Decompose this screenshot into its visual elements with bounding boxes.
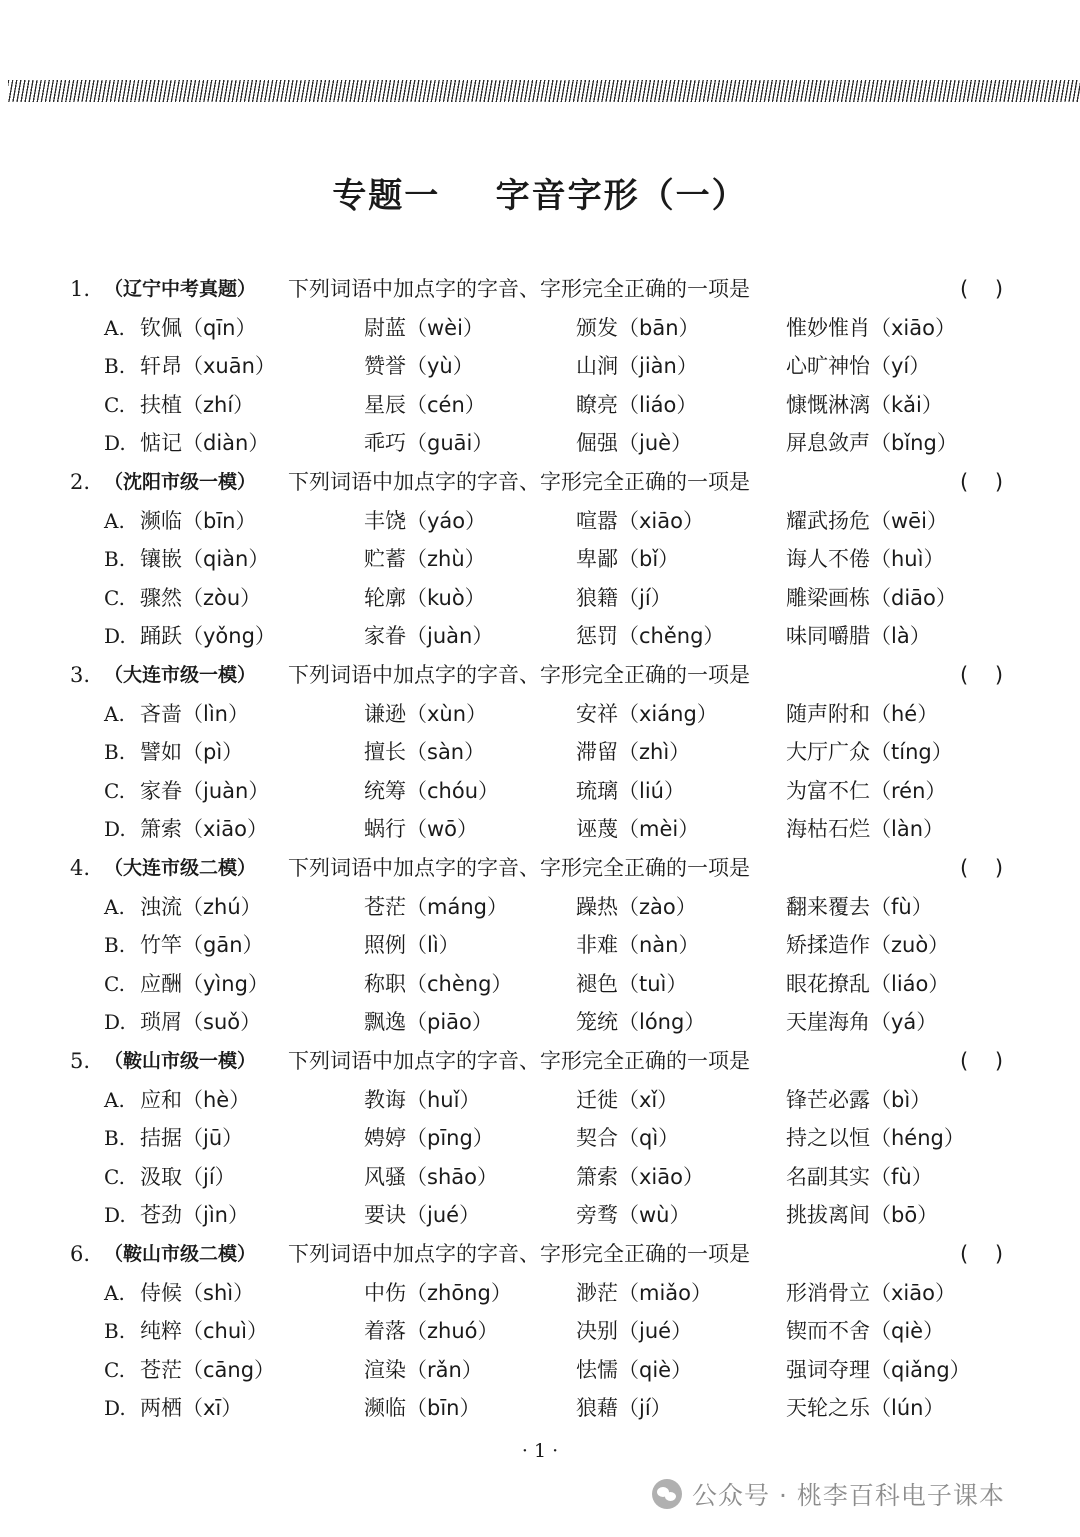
question-source: （辽宁中考真题） [104,278,257,300]
answer-blank: ( ) [960,663,1004,687]
word-item: 渲染（rǎn） [364,1357,483,1382]
option-letter: C. [104,971,125,996]
word-item: 镶嵌（qiàn） [140,547,270,572]
word-item: 雕梁画栋（diāo） [786,585,957,610]
option-letter: A. [104,1087,125,1112]
option-row [0,1003,1080,1041]
word-item: 竹竿（gān） [140,933,264,958]
word-item: 诲人不倦（huì） [786,547,945,572]
question-number: 3. [70,663,91,687]
word-item: 娉婷（pīng） [364,1126,494,1151]
word-item: 狼籍（jí） [576,585,672,610]
question-header [0,1235,1080,1273]
word-item: 丰饶（yáo） [364,508,487,533]
option-letter: C. [104,778,125,803]
question-source: （大连市级一模） [104,664,257,686]
word-item: 侍候（shì） [140,1280,255,1305]
word-item: 贮蓄（zhù） [364,547,486,572]
word-item: 天轮之乐（lún） [786,1396,945,1421]
option-row [0,347,1080,385]
word-item: 照例（lì） [364,933,460,958]
question-number: 1. [70,277,91,301]
word-item: 慷慨淋漓（kǎi） [786,392,943,417]
question-header [0,463,1080,501]
question-header [0,270,1080,308]
answer-blank: ( ) [960,1242,1004,1266]
word-item: 渺茫（miǎo） [576,1280,713,1305]
option-row [0,1119,1080,1157]
option-row [0,424,1080,462]
word-item: 箫索（xiāo） [576,1164,704,1189]
word-item: 琐屑（suǒ） [140,1010,262,1035]
word-item: 喧嚣（xiāo） [576,508,704,533]
option-letter: B. [104,354,126,379]
word-item: 譬如（pì） [140,740,244,765]
word-item: 赞誉（yù） [364,354,474,379]
word-item: 强词夺理（qiǎng） [786,1357,971,1382]
watermark-text: 公众号 · 桃李百科电子课本 [692,1481,1005,1510]
option-row [0,772,1080,810]
word-item: 眼花撩乱（liáo） [786,971,950,996]
answer-blank: ( ) [960,1049,1004,1073]
option-letter: D. [104,1203,126,1228]
word-item: 中伤（zhōng） [364,1280,512,1305]
word-item: 诬蔑（mèi） [576,817,700,842]
question-stem: 下列词语中加点字的字音、字形完全正确的一项是 [288,856,750,880]
word-item: 擅长（sàn） [364,740,486,765]
question-source: （大连市级二模） [104,857,257,879]
word-item: 褪色（tuì） [576,971,688,996]
question-source: （沈阳市级一模） [104,471,257,493]
question-stem: 下列词语中加点字的字音、字形完全正确的一项是 [288,1242,750,1266]
word-item: 骤然（zòu） [140,585,262,610]
word-item: 卑鄙（bǐ） [576,547,680,572]
option-row [0,733,1080,771]
word-item: 怯懦（qiè） [576,1357,693,1382]
word-item: 应酬（yìng） [140,971,269,996]
word-item: 随声附和（hé） [786,701,939,726]
word-item: 家眷（juàn） [140,778,270,803]
option-letter: A. [104,508,125,533]
word-item: 躁热（zào） [576,894,697,919]
word-item: 形消骨立（xiāo） [786,1280,956,1305]
word-item: 风骚（shāo） [364,1164,498,1189]
word-item: 惦记（diàn） [140,431,270,456]
word-item: 颁发（bān） [576,315,700,340]
word-item: 持之以恒（héng） [786,1126,965,1151]
word-item: 屏息敛声（bǐng） [786,431,958,456]
word-item: 统筹（chóu） [364,778,500,803]
header-hatch-band [8,80,1080,102]
question-number: 2. [70,470,91,494]
word-item: 踊跃（yǒng） [140,624,276,649]
option-letter: D. [104,1010,126,1035]
word-item: 味同嚼腊（là） [786,624,931,649]
option-letter: C. [104,585,125,610]
word-item: 称职（chèng） [364,971,513,996]
word-item: 着落（zhuó） [364,1319,499,1344]
option-letter: C. [104,392,125,417]
word-item: 纯粹（chuì） [140,1319,268,1344]
word-item: 迁徙（xǐ） [576,1087,679,1112]
word-item: 大厅广众（tíng） [786,740,953,765]
option-row [0,386,1080,424]
word-item: 苍茫（cāng） [140,1357,276,1382]
word-item: 山涧（jiàn） [576,354,698,379]
option-row [0,309,1080,347]
question-source: （鞍山市级一模） [104,1050,257,1072]
question-stem: 下列词语中加点字的字音、字形完全正确的一项是 [288,663,750,687]
word-item: 濒临（bīn） [140,508,257,533]
option-letter: B. [104,1126,126,1151]
question-header [0,849,1080,887]
word-item: 苍茫（máng） [364,894,508,919]
word-item: 契合（qì） [576,1126,680,1151]
word-item: 安祥（xiáng） [576,701,718,726]
word-item: 倔强（juè） [576,431,693,456]
question-stem: 下列词语中加点字的字音、字形完全正确的一项是 [288,277,750,301]
option-letter: B. [104,1319,126,1344]
word-item: 决别（jué） [576,1319,693,1344]
word-item: 乖巧（guāi） [364,431,494,456]
answer-blank: ( ) [960,277,1004,301]
word-item: 箫索（xiāo） [140,817,268,842]
word-item: 拮据（jū） [140,1126,244,1151]
watermark [652,1476,1005,1512]
option-row [0,1274,1080,1312]
word-item: 海枯石烂（làn） [786,817,945,842]
question-number: 4. [70,856,91,880]
page-number: · 1 · [521,1440,559,1462]
option-letter: C. [104,1357,125,1382]
option-row [0,1158,1080,1196]
word-item: 笼统（lóng） [576,1010,706,1035]
question-number: 5. [70,1049,91,1073]
option-row [0,1196,1080,1234]
option-letter: A. [104,894,125,919]
option-row [0,1351,1080,1389]
option-row [0,579,1080,617]
option-row [0,1081,1080,1119]
word-item: 吝啬（lìn） [140,701,249,726]
option-row [0,695,1080,733]
option-row [0,926,1080,964]
word-item: 应和（hè） [140,1087,251,1112]
word-item: 星辰（cén） [364,392,486,417]
question-header [0,1042,1080,1080]
question-stem: 下列词语中加点字的字音、字形完全正确的一项是 [288,1049,750,1073]
word-item: 非难（nàn） [576,933,700,958]
word-item: 汲取（jí） [140,1164,236,1189]
word-item: 心旷神怡（yí） [786,354,931,379]
option-letter: A. [104,315,125,340]
word-item: 耀武扬危（wēi） [786,508,948,533]
answer-blank: ( ) [960,856,1004,880]
word-item: 狼藉（jí） [576,1396,672,1421]
word-item: 谦逊（xùn） [364,701,488,726]
option-row [0,888,1080,926]
word-item: 名副其实（fù） [786,1164,933,1189]
question-source: （鞍山市级二模） [104,1243,257,1265]
word-item: 瞭亮（liáo） [576,392,698,417]
wechat-icon [652,1479,682,1509]
word-item: 钦佩（qīn） [140,315,257,340]
question-header [0,656,1080,694]
word-item: 扶植（zhí） [140,392,255,417]
option-letter: A. [104,701,125,726]
option-letter: B. [104,547,126,572]
word-item: 两栖（xī） [140,1396,243,1421]
word-item: 滞留（zhì） [576,740,691,765]
word-item: 惩罚（chěng） [576,624,725,649]
answer-blank: ( ) [960,470,1004,494]
option-letter: B. [104,933,126,958]
word-item: 惟妙惟肖（xiāo） [786,315,956,340]
question-stem: 下列词语中加点字的字音、字形完全正确的一项是 [288,470,750,494]
word-item: 家眷（juàn） [364,624,494,649]
option-letter: C. [104,1164,125,1189]
word-item: 浊流（zhú） [140,894,262,919]
word-item: 矫揉造作（zuò） [786,933,950,958]
question-number: 6. [70,1242,91,1266]
word-item: 要诀（jué） [364,1203,481,1228]
option-letter: A. [104,1280,125,1305]
option-row [0,617,1080,655]
option-letter: D. [104,431,126,456]
word-item: 琉璃（liú） [576,778,685,803]
option-row [0,965,1080,1003]
option-row [0,810,1080,848]
word-item: 濒临（bīn） [364,1396,481,1421]
option-row [0,540,1080,578]
option-row [0,1389,1080,1427]
word-item: 轩昂（xuān） [140,354,276,379]
option-letter: B. [104,740,126,765]
option-letter: D. [104,817,126,842]
word-item: 天崖海角（yá） [786,1010,938,1035]
option-row [0,502,1080,540]
word-item: 苍劲（jìn） [140,1203,249,1228]
word-item: 轮廓（kuò） [364,585,486,610]
word-item: 翻来覆去（fù） [786,894,933,919]
word-item: 旁骛（wù） [576,1203,691,1228]
word-item: 锲而不舍（qiè） [786,1319,945,1344]
word-item: 蜗行（wō） [364,817,479,842]
word-item: 教诲（huǐ） [364,1087,481,1112]
page-title: 专题一 字音字形（一） [332,176,748,216]
word-item: 锋芒必露（bì） [786,1087,932,1112]
option-row [0,1312,1080,1350]
option-letter: D. [104,624,126,649]
word-item: 尉蓝（wèi） [364,315,484,340]
word-item: 飘逸（piāo） [364,1010,493,1035]
word-item: 为富不仁（rén） [786,778,947,803]
option-letter: D. [104,1396,126,1421]
word-item: 挑拔离间（bō） [786,1203,939,1228]
